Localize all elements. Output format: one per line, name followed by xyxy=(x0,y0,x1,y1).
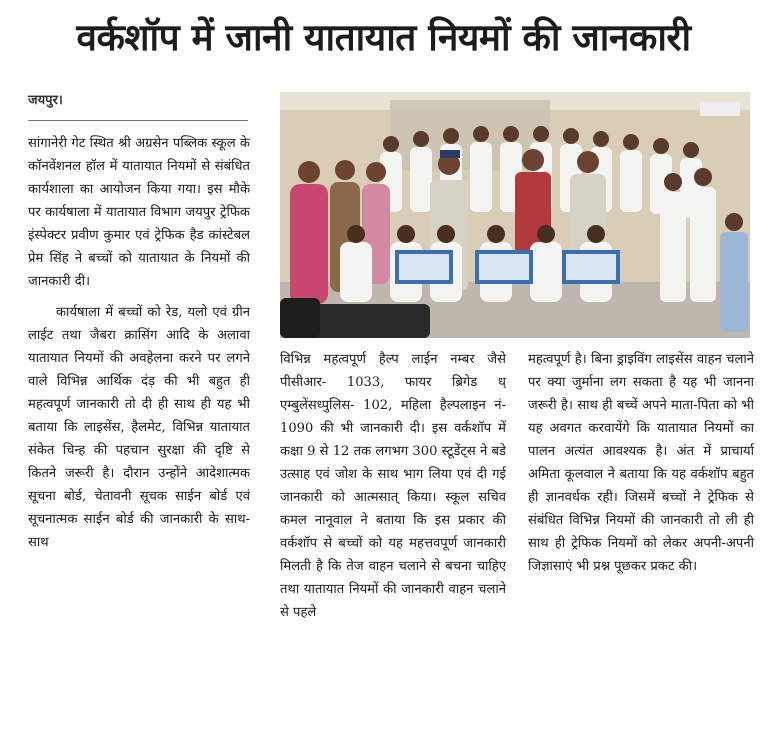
paragraph-3: विभिन्न महत्वपूर्ण हैल्प लाईन नम्बर जैसे पीसीआर- 1033, फायर ब्रिगेड ध् एम्बुलेंसध्पुलिस- 102, महिला हैल्पलाइन नं- 1090 की भी जानकारी दी। इस वर्कशॉप में कक्षा 9 से 12 तक लगभग 300 स्टूडेंट्स ने बडे उत्साह एवं जोश के साथ भाग लिया एवं दी गई जानकारी को आत्मसात् किया। स्कूल सचिव कमल नानूवाल ने बताया कि इस प्रकार की वर्कशॉप से बच्चों को यह महत्तवपूर्ण जानकारी मिलती है कि तेज वाहन चलाने से बचना चाहिए तथा यातायात नियमों की जानकारी वाहन चलाने से पहले xyxy=(280,352,506,620)
dateline: जयपुर। xyxy=(28,93,63,108)
group-photo xyxy=(280,92,750,338)
article-column-3 xyxy=(528,348,754,744)
paragraph-1: सांगानेरी गेट स्थित श्री अग्रसेन पब्लिक स्कूल के कॉनवेंशनल हॉल में यातायात नियमों से संबंधित कार्यशाला का आयोजन किया गया। इस मौके पर कार्यषाला में यातायात विभाग जयपुर ट्रेफिक इंस्पेक्टर प्रवीण कुमार एवं ट्रेफिक हैड कांस्टेबल प्रेम सिंह ने बच्चों को यातायात के नियमों की जानकारी दी। xyxy=(28,136,250,289)
article-column-2 xyxy=(280,348,506,744)
paragraph-4: महत्वपूर्ण है। बिना ड्राइविंग लाइसेंस वाहन चलाने पर क्या जुर्माना लग सकता है यह भी जानना जरूरी है। साथ ही बच्चें अपने माता-पिता को भी यह अवगत करवायेंगे कि यातायात नियमों का पालन अत्यंत आवश्यक है। अंत में प्राचार्या अमिता कूलवाल ने बताया कि यह वर्कशॉप बहुत ही ज्ञानवर्धक रही। जिसमें बच्चों ने ट्रेफिक से संबंधित विभिन्न नियमों की जानकारी तो ली ही साथ ही ट्रेफिक नियमों को लेकर अपनी-अपनी जिज्ञासाएं भी प्रश्न पूछकर प्रकट की। xyxy=(528,352,754,574)
column-rule xyxy=(28,120,248,121)
paragraph-2: कार्यषाला में बच्चों को रेड, यलो एवं ग्रीन लाईट तथा जैबरा क्रासिंग आदि के अलावा यातायात नियमों की अवहेलना करने पर लगने वाले विभिन्न आर्थिक दंड़ की भी बहुत ही महत्वपूर्ण जानकारी तो दी ही साथ ही यह भी बताया कि लाइसेंस, हैलमेट, विभिन्न यातायात संकेत चिन्ह की पहचान सुरक्षा की दृष्टि से कितने जरूरी है। दौरान उन्होंने आदेशात्मक सूचना बोर्ड, चेतावनी सूचक साईन बोर्ड एवं सूचनात्मक साईन बोर्ड की जानकारी के साथ-साथ xyxy=(28,305,250,550)
headline: वर्कशॉप में जानी यातायात नियमों की जानकारी xyxy=(76,16,691,59)
article-column-1 xyxy=(28,132,250,744)
